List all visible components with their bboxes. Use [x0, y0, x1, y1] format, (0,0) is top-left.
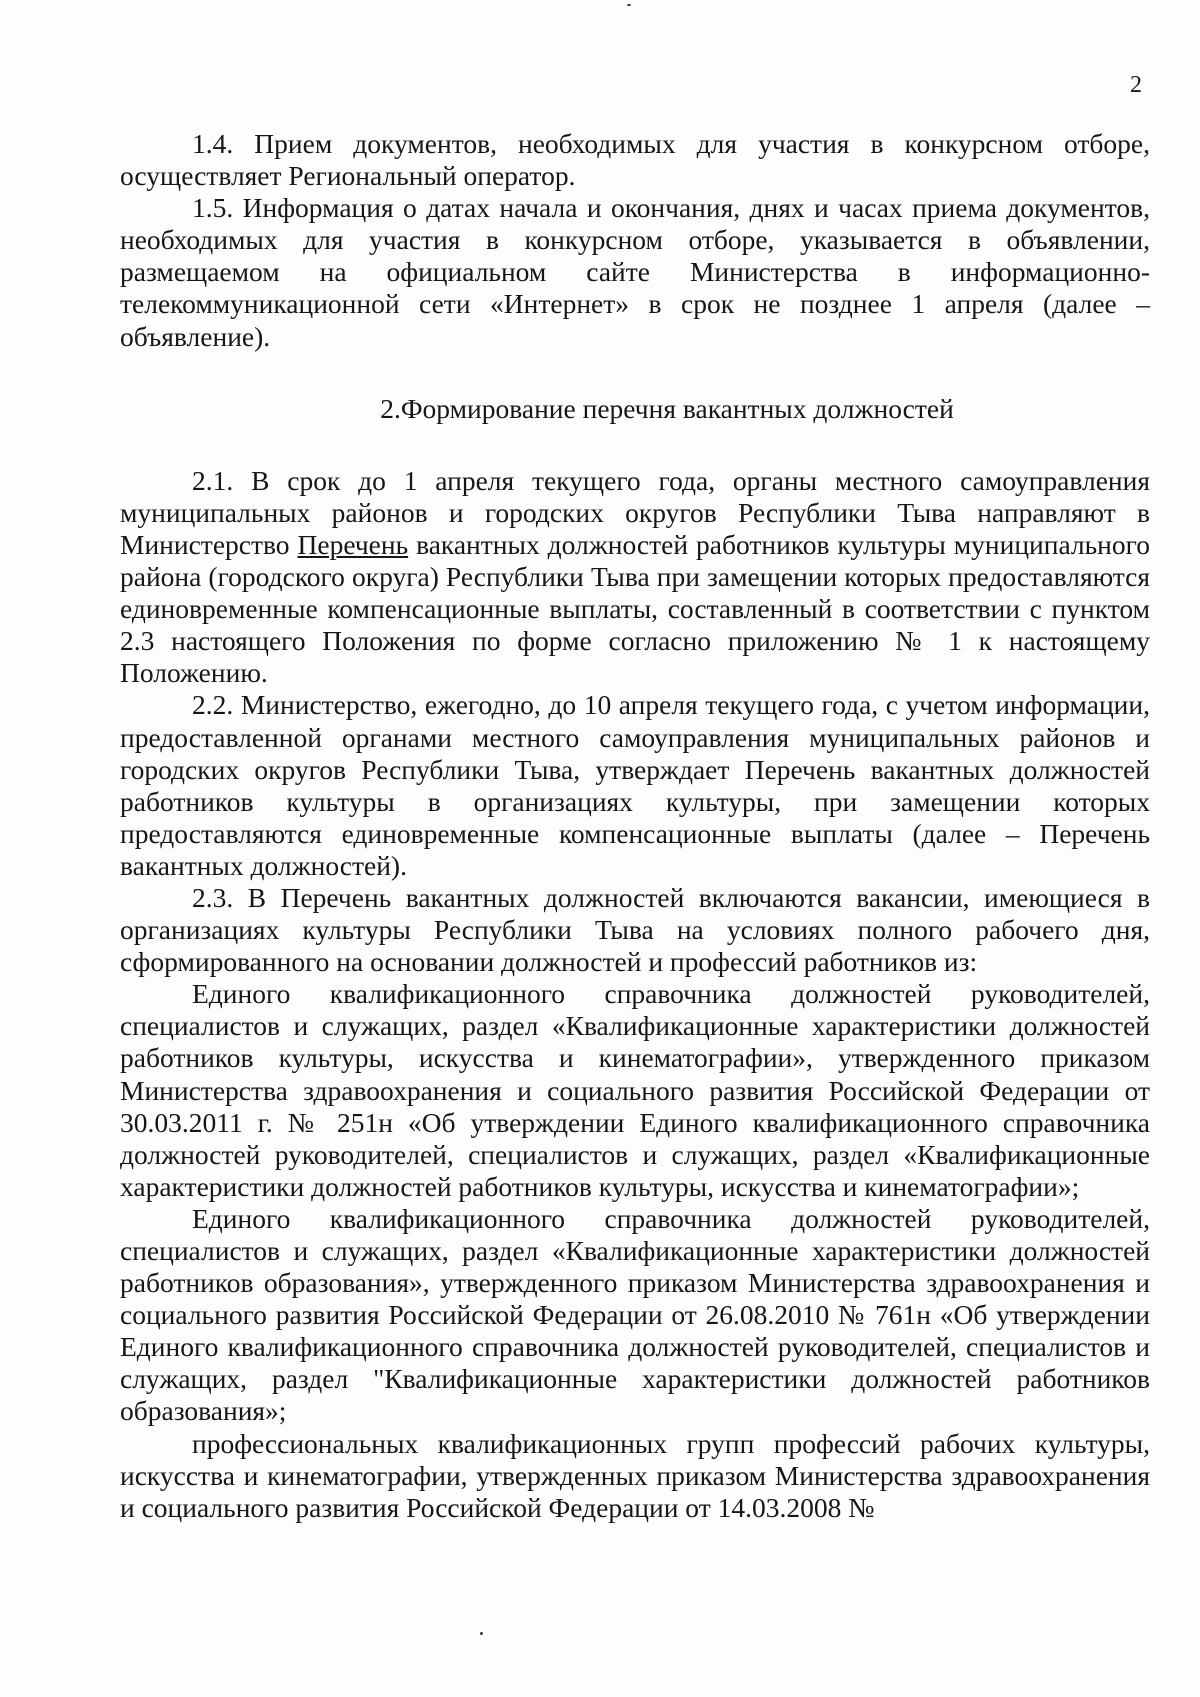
- scan-speck: [480, 1632, 483, 1635]
- list-item-reference-education: Единого квалификационного справочника должностей руководителей, специалистов и служащих, раздел «Квалификационные характеристики должностей работников образования», утвержденного приказом Министерства здравоохранения и социального развития Российской Федерации от 26.08.2010 № 761н «Об утверждении Единого квалификационного справочника должностей руководителей, специалистов и служащих, раздел "Квалификационные характеристики должностей работников образования»;: [120, 1202, 1150, 1427]
- section-2-heading: 2.Формирование перечня вакантных должностей: [380, 392, 954, 424]
- paragraph-1-5: 1.5. Информация о датах начала и окончания, днях и часах приема документов, необходимых для участия в конкурсном отборе, указывается в объявлении, размещаемом на официальном сайте Министерства в информационно-телекоммуникационной сети «Интернет» в срок не позднее 1 апреля (далее – объявление).: [120, 192, 1150, 352]
- paragraph-2-1-rest: вакантных должностей работников культуры муниципального района (городского округа) Республики Тыва при замещении которых предоставляются единовременные компенсационные выплаты, составленный в соответствии с пунктом 2.3 настоящего Положения по форме согласно приложению № 1 к настоящему Положению.: [120, 528, 1150, 689]
- page-number: 2: [1130, 72, 1142, 98]
- list-item-professional-groups: профессиональных квалификационных групп профессий рабочих культуры, искусства и кинематографии, утвержденных приказом Министерства здравоохранения и социального развития Российской Федерации от 14.03.2008 №: [120, 1427, 1150, 1523]
- perechen-link[interactable]: Перечень: [297, 528, 409, 560]
- paragraph-2-1-lead: 2.1. В срок до 1 апреля текущего года, органы местного самоуправления муниципальных районов и городских округов Республики Тыва направляют в Министерство: [120, 464, 1150, 560]
- scan-speck: [627, 4, 631, 6]
- paragraph-2-1: [120, 465, 1150, 690]
- list-item-reference-culture: Единого квалификационного справочника должностей руководителей, специалистов и служащих, раздел «Квалификационные характеристики должностей работников культуры, искусства и кинематографии», утвержденного приказом Министерства здравоохранения и социального развития Российской Федерации от 30.03.2011 г. № 251н «Об утверждении Единого квалификационного справочника должностей руководителей, специалистов и служащих, раздел «Квалификационные характеристики должностей работников культуры, искусства и кинематографии»;: [120, 978, 1150, 1202]
- paragraph-2-2: 2.2. Министерство, ежегодно, до 10 апреля текущего года, с учетом информации, предоставленной органами местного самоуправления муниципальных районов и городских округов Республики Тыва, утверждает Перечень вакантных должностей работников культуры в организациях культуры, при замещении которых предоставляются единовременные компенсационные выплаты (далее – Перечень вакантных должностей).: [120, 689, 1150, 881]
- paragraph-1-4: 1.4. Прием документов, необходимых для участия в конкурсном отборе, осуществляет Региональный оператор.: [120, 128, 1150, 192]
- paragraph-2-3: 2.3. В Перечень вакантных должностей включаются вакансии, имеющиеся в организациях культуры Республики Тыва на условиях полного рабочего дня, сформированного на основании должностей и профессий работников из:: [120, 881, 1150, 978]
- document-body: [120, 128, 1150, 1524]
